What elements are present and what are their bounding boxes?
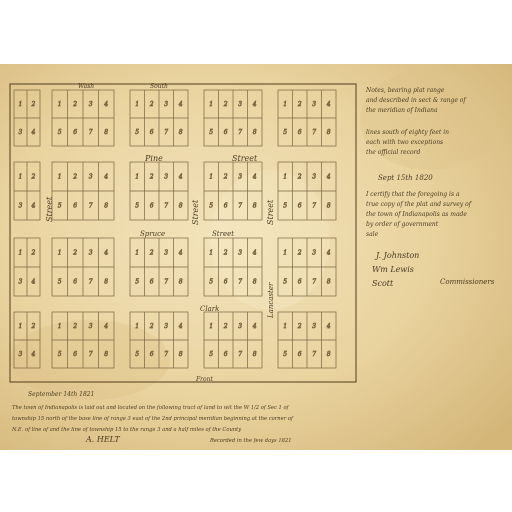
lot-number: 6 [223, 351, 228, 358]
lot-number: 6 [297, 278, 302, 286]
lot-number: 3 [164, 249, 169, 257]
lot-number: 4 [178, 173, 183, 181]
bottom-line: The town of Indianapolis is laid out and located on the following tract of land to wit the W 1/2 of Sec 1 of [12, 405, 289, 411]
lot-number: 5 [283, 278, 288, 286]
lot-number: 1 [135, 323, 140, 330]
lot-number: 2 [297, 173, 302, 181]
lot-number: 7 [312, 129, 317, 136]
lot-number: 6 [73, 129, 78, 136]
note-line: by order of government [366, 221, 439, 228]
lot-number: 2 [31, 249, 36, 257]
lot-number: 3 [238, 101, 243, 108]
lot-number: 4 [31, 351, 36, 358]
lot-number: 3 [164, 323, 169, 330]
note-line: true copy of the plat and survey of [366, 201, 471, 208]
lot-number: 7 [164, 129, 169, 136]
lot-number: 6 [223, 129, 228, 136]
lot-number: 4 [104, 173, 109, 181]
lot-number: 6 [297, 129, 302, 136]
note-line: the official record [366, 149, 421, 156]
lot-number: 1 [57, 249, 62, 257]
lot-number: 5 [209, 129, 214, 136]
lot-number: 7 [88, 351, 93, 358]
lot-number: 7 [312, 278, 317, 286]
lot-number: 1 [283, 101, 288, 108]
lot-number: 3 [312, 249, 317, 257]
signature: J. Johnston [376, 251, 420, 260]
lot-number: 7 [164, 351, 169, 358]
lot-number: 5 [135, 351, 140, 358]
lot-number: 3 [18, 202, 23, 210]
note-date: Sept 15th 1820 [378, 174, 433, 182]
lot-number: 3 [18, 129, 23, 136]
lot-number: 3 [88, 101, 93, 108]
bottom-line: township 15 north of the base line of range 3 east of the 2nd principal meridian beginning at the corner of [12, 416, 293, 422]
street-label: Street [266, 199, 275, 225]
street-label: Street [232, 154, 258, 163]
lot-number: 1 [18, 249, 23, 257]
lot-number: 1 [135, 101, 140, 108]
lot-number: 6 [149, 278, 154, 286]
lot-number: 3 [238, 249, 243, 257]
lot-number: 7 [238, 202, 243, 210]
note-line: lines south of eighty feet in [366, 129, 450, 136]
lot-number: 5 [57, 351, 62, 358]
lot-number: 5 [57, 278, 62, 286]
bottom-recorded: Recorded in the few days 1821 [210, 438, 292, 444]
lot-number: 1 [209, 101, 214, 108]
lot-number: 2 [149, 249, 154, 257]
lot-number: 4 [104, 101, 109, 108]
lot-number: 6 [297, 202, 302, 210]
lot-number: 4 [326, 173, 331, 181]
lot-number: 8 [252, 351, 257, 358]
lot-number: 6 [297, 351, 302, 358]
lot-number: 8 [104, 202, 109, 210]
street-label: Wash [78, 83, 95, 90]
lot-number: 2 [297, 323, 302, 330]
lot-number: 8 [326, 202, 331, 210]
lot-number: 4 [178, 249, 183, 257]
note-line: and described in sect & range of [366, 97, 466, 104]
lot-number: 5 [283, 202, 288, 210]
lot-number: 1 [283, 173, 288, 181]
lot-number: 3 [312, 101, 317, 108]
street-label: South [150, 83, 168, 90]
bottom-date: September 14th 1821 [28, 391, 95, 398]
lot-number: 3 [88, 173, 93, 181]
lot-number: 3 [238, 323, 243, 330]
lot-number: 5 [209, 278, 214, 286]
lot-number: 6 [149, 129, 154, 136]
note-line: the town of Indianapolis as made [366, 211, 467, 218]
note-line: each with two exceptions [366, 139, 444, 146]
lot-number: 2 [73, 323, 78, 330]
note-line: I certify that the foregoing is a [366, 191, 460, 198]
lot-number: 4 [104, 249, 109, 257]
lot-number: 8 [104, 351, 109, 358]
lot-number: 2 [223, 323, 228, 330]
lot-number: 5 [57, 202, 62, 210]
street-label: Front [196, 376, 213, 383]
lot-number: 8 [178, 202, 183, 210]
lot-number: 1 [209, 249, 214, 257]
lot-number: 7 [88, 202, 93, 210]
lot-number: 1 [283, 323, 288, 330]
lot-number: 6 [73, 351, 78, 358]
bottom-signer: A. HELT [86, 435, 120, 444]
lot-number: 6 [223, 278, 228, 286]
lot-number: 4 [326, 101, 331, 108]
lot-number: 8 [178, 351, 183, 358]
lot-number: 4 [326, 249, 331, 257]
lot-number: 4 [178, 101, 183, 108]
lot-number: 2 [149, 173, 154, 181]
lot-number: 8 [252, 129, 257, 136]
lot-number: 6 [223, 202, 228, 210]
signature: Commissioners [440, 278, 495, 286]
lot-number: 3 [18, 278, 23, 286]
lot-number: 2 [297, 101, 302, 108]
lot-number: 8 [104, 278, 109, 286]
lot-number: 1 [57, 173, 62, 181]
lot-number: 2 [31, 173, 36, 181]
lot-number: 1 [283, 249, 288, 257]
lot-number: 6 [73, 278, 78, 286]
lot-number: 4 [252, 249, 257, 257]
lot-number: 1 [57, 101, 62, 108]
lot-number: 5 [209, 351, 214, 358]
lot-number: 4 [178, 323, 183, 330]
lot-number: 5 [283, 129, 288, 136]
lot-number: 8 [326, 129, 331, 136]
lot-number: 7 [164, 278, 169, 286]
lot-number: 1 [18, 323, 23, 330]
lot-number: 7 [312, 351, 317, 358]
lot-number: 1 [135, 173, 140, 181]
lot-number: 1 [18, 173, 23, 181]
street-label: Street [45, 196, 54, 222]
signature: Wm Lewis [372, 265, 414, 274]
lot-number: 4 [252, 173, 257, 181]
lot-number: 2 [73, 173, 78, 181]
note-line: Notes, bearing plat range [366, 87, 445, 94]
lot-number: 5 [135, 129, 140, 136]
lot-number: 5 [135, 202, 140, 210]
lot-number: 1 [18, 101, 23, 108]
bottom-line: N.E. of line of and the line of township 15 to the range 3 and a half miles of the County [12, 427, 242, 433]
lot-number: 7 [238, 129, 243, 136]
street-label: Street [191, 199, 200, 225]
lot-number: 4 [252, 101, 257, 108]
lot-number: 2 [149, 323, 154, 330]
lot-number: 2 [297, 249, 302, 257]
lot-number: 2 [223, 249, 228, 257]
lot-number: 4 [104, 323, 109, 330]
lot-number: 5 [135, 278, 140, 286]
lot-number: 2 [223, 173, 228, 181]
lot-number: 8 [326, 351, 331, 358]
lot-number: 8 [178, 278, 183, 286]
lot-number: 7 [88, 129, 93, 136]
street-label: Clark [200, 305, 220, 313]
lot-number: 2 [73, 249, 78, 257]
lot-number: 3 [18, 351, 23, 358]
lot-number: 8 [252, 202, 257, 210]
note-line: the meridian of Indiana [366, 107, 438, 114]
lot-number: 1 [57, 323, 62, 330]
lot-number: 8 [252, 278, 257, 286]
street-label: Pine [145, 154, 163, 163]
lot-number: 4 [31, 129, 36, 136]
lot-number: 7 [164, 202, 169, 210]
lot-number: 3 [312, 323, 317, 330]
lot-number: 3 [312, 173, 317, 181]
lot-number: 3 [88, 323, 93, 330]
note-line: sale [366, 231, 379, 238]
lot-number: 7 [238, 351, 243, 358]
lot-number: 6 [73, 202, 78, 210]
lot-number: 8 [326, 278, 331, 286]
lot-number: 8 [104, 129, 109, 136]
lot-number: 4 [326, 323, 331, 330]
lot-number: 6 [149, 202, 154, 210]
lot-number: 1 [135, 249, 140, 257]
street-label: Street [212, 230, 235, 238]
lot-number: 1 [209, 173, 214, 181]
lot-number: 3 [238, 173, 243, 181]
lot-number: 2 [31, 323, 36, 330]
street-label: Lancaster [267, 282, 275, 318]
lot-number: 5 [283, 351, 288, 358]
lot-number: 5 [57, 129, 62, 136]
lot-number: 2 [73, 101, 78, 108]
lot-number: 6 [149, 351, 154, 358]
lot-number: 7 [238, 278, 243, 286]
lot-number: 3 [88, 249, 93, 257]
lot-number: 3 [164, 173, 169, 181]
lot-number: 8 [178, 129, 183, 136]
lot-number: 2 [31, 101, 36, 108]
lot-number: 4 [31, 202, 36, 210]
lot-number: 1 [209, 323, 214, 330]
lot-number: 7 [88, 278, 93, 286]
lot-number: 4 [252, 323, 257, 330]
signature: Scott [372, 279, 394, 288]
lot-number: 7 [312, 202, 317, 210]
street-label: Spruce [140, 230, 166, 238]
lot-number: 2 [223, 101, 228, 108]
lot-number: 3 [164, 101, 169, 108]
lot-number: 5 [209, 202, 214, 210]
lot-number: 2 [149, 101, 154, 108]
lot-number: 4 [31, 278, 36, 286]
